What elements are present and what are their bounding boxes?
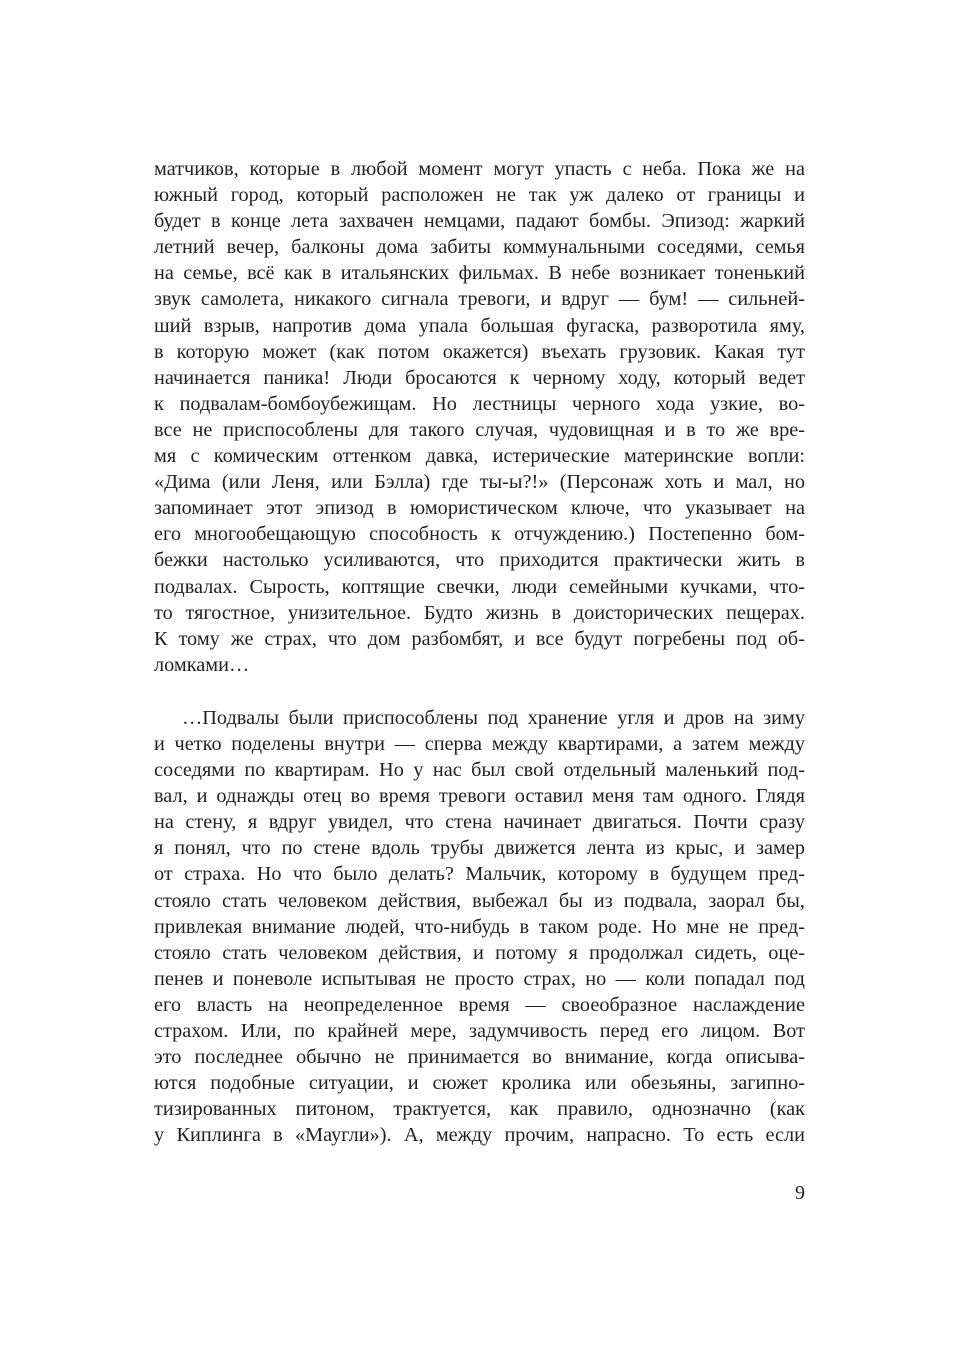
text-line: от страха. Но что было делать? Мальчик, которому в будущем пред- — [154, 863, 805, 886]
text-line: к подвалам-бомбоубежищам. Но лестницы черного хода узкие, во- — [154, 392, 805, 415]
text-line: подвалах. Сырость, коптящие свечки, люди семейными кучками, что- — [154, 575, 805, 598]
text-line: ются подобные ситуации, и сюжет кролика или обезьяны, загипно- — [154, 1072, 805, 1095]
text-line: его многообещающую способность к отчуждению.) Постепенно бом- — [154, 523, 805, 546]
text-line: на семье, всё как в итальянских фильмах. В небе возникает тоненький — [154, 262, 805, 285]
text-line: вал, и однажды отец во время тревоги оставил меня там одного. Глядя — [154, 785, 805, 808]
page-number: 9 — [795, 1182, 805, 1204]
text-line: запоминает этот эпизод в юмористическом ключе, что указывает на — [154, 497, 805, 520]
text-line: в которую может (как потом окажется) въехать грузовик. Какая тут — [154, 340, 805, 363]
text-line: стояло стать человеком действия, выбежал бы из подвала, заорал бы, — [154, 889, 805, 912]
text-line: начинается паника! Люди бросаются к черному ходу, который ведет — [154, 366, 805, 389]
text-line: южный город, который расположен не так уж далеко от границы и — [154, 184, 805, 207]
text-line: то тягостное, унизительное. Будто жизнь в доисторических пещерах. — [154, 601, 805, 624]
text-line: «Дима (или Леня, или Бэлла) где ты-ы?!» (Персонаж хоть и мал, но — [154, 471, 805, 494]
text-line: это последнее обычно не принимается во внимание, когда описыва- — [154, 1046, 805, 1069]
text-line: ломками… — [154, 653, 250, 676]
text-line: все не приспособлены для такого случая, чудовищная и в то же вре- — [154, 418, 805, 441]
text-line: будет в конце лета захвачен немцами, падают бомбы. Эпизод: жаркий — [154, 210, 805, 233]
text-line: матчиков, которые в любой момент могут упасть с неба. Пока же на — [154, 158, 805, 180]
text-line: летний вечер, балконы дома забиты коммунальными соседями, семья — [154, 236, 805, 259]
text-line: тизированных питоном, трактуется, как правило, однозначно (как — [154, 1098, 805, 1121]
text-line: К тому же страх, что дом разбомбят, и все будут погребены под об- — [154, 627, 805, 650]
text-line: у Киплинга в «Маугли»). А, между прочим, напрасно. То есть если — [154, 1124, 805, 1147]
paragraph — [154, 156, 805, 678]
text-line: на стену, я вдруг увидел, что стена начинает двигаться. Почти сразу — [154, 811, 805, 834]
text-line: бежки настолько усиливаются, что приходится практически жить в — [154, 549, 805, 572]
text-line: ший взрыв, напротив дома упала большая фугаска, разворотила яму, — [154, 314, 805, 337]
text-line: я понял, что по стене вдоль трубы движется лента из крыс, и замер — [154, 837, 805, 860]
text-line: звук самолета, никакого сигнала тревоги, и вдруг — бум! — сильней- — [154, 288, 805, 311]
text-line: стояло стать человеком действия, и потому я продолжал сидеть, оце- — [154, 941, 805, 964]
text-line: и четко поделены внутри — сперва между квартирами, а затем между — [154, 732, 805, 755]
text-line: …Подвалы были приспособлены под хранение угля и дров на зиму — [182, 706, 805, 729]
text-line: соседями по квартирам. Но у нас был свой отдельный маленький под- — [154, 759, 805, 782]
text-line: мя с комическим оттенком давка, истерические материнские вопли: — [154, 445, 805, 468]
text-line: привлекая внимание людей, что-нибудь в таком роде. Но мне не пред- — [154, 915, 805, 938]
paragraph — [154, 705, 805, 1149]
paragraph-gap — [154, 678, 805, 705]
text-line: пенев и поневоле испытывая не просто страх, но — коли попадал под — [154, 967, 805, 990]
text-line: страхом. Или, по крайней мере, задумчивость перед его лицом. Вот — [154, 1020, 805, 1042]
text-line: его власть на неопределенное время — своеобразное наслаждение — [154, 993, 805, 1016]
page-text — [154, 156, 805, 1148]
